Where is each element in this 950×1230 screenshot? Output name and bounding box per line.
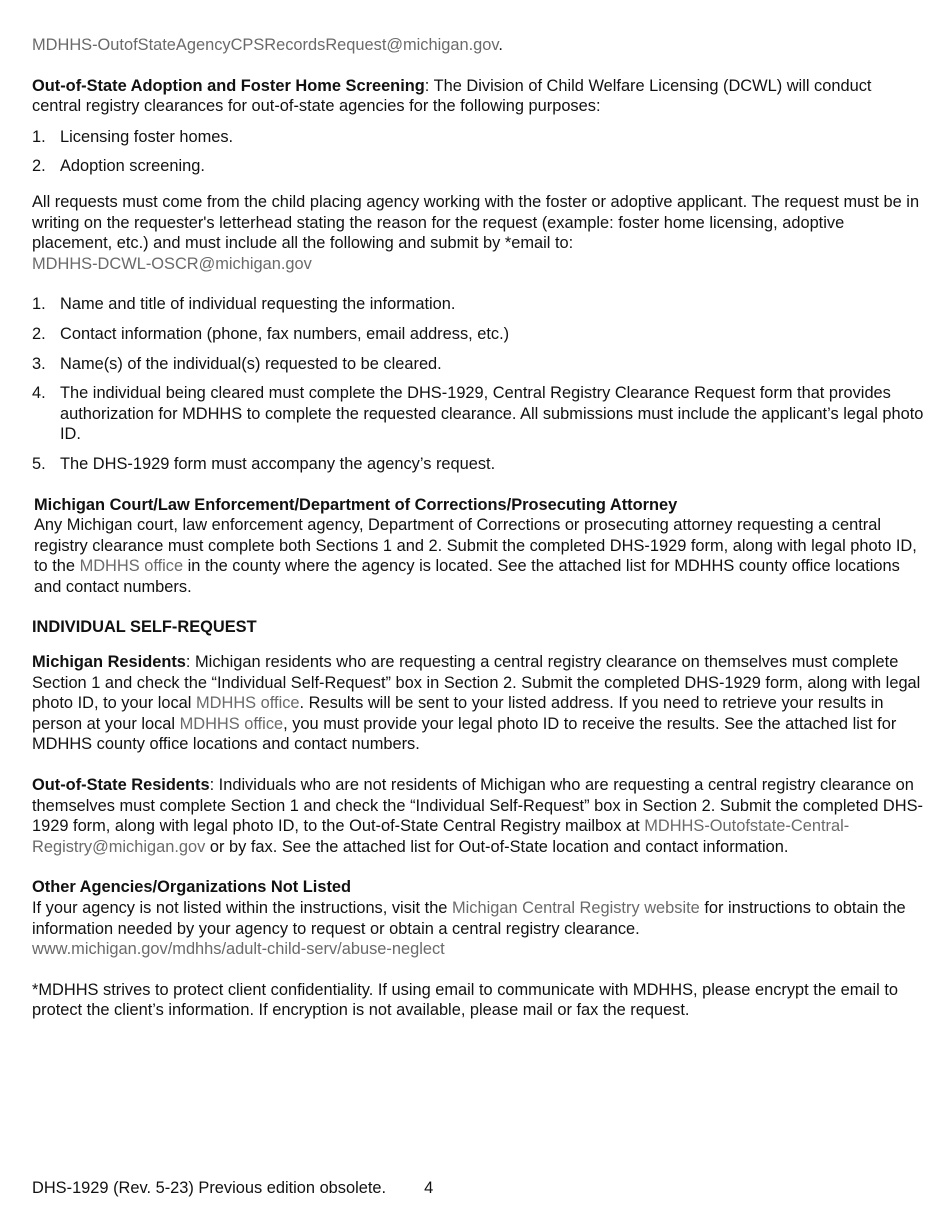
list-item [32,383,924,445]
list-number: 1. [32,127,46,146]
other-agencies-text-part: If your agency is not listed within the instructions, visit the [32,899,452,917]
michigan-residents-text: , you must provide your legal photo ID to receive the results. See the attached list for MDHHS county office locations and contact numbers. [32,714,897,754]
list-item [32,354,924,375]
other-agencies-text-part: for instructions to obtain the information needed by your agency to request or obtain a central registry clearance. [32,899,906,938]
list-number: 4. [32,384,46,403]
list-item-text: The DHS-1929 form must accompany the agency’s request. [60,454,496,473]
list-item-text: Name(s) of the individual(s) requested to be cleared. [60,354,442,373]
top-email-line [32,35,924,56]
list-item [32,127,924,148]
dcwl-oscr-email-link[interactable]: MDHHS-DCWL-OSCR@michigan.gov [32,254,312,273]
out-of-state-residents-text: or by fax. See the attached list for Out-of-State location and contact information. [205,837,789,856]
top-email-period: . [498,36,503,54]
court-section-heading: Michigan Court/Law Enforcement/Department of Corrections/Prosecuting Attorney [34,495,678,514]
list-item-text: The individual being cleared must complete the DHS-1929, Central Registry Clearance Request form that provides authorization for MDHHS to complete the requested clearance. All submissions must include the applicant’s legal photo ID. [60,384,924,444]
page-footer [32,1178,433,1198]
out-of-state-adoption-text: : The Division of Child Welfare Licensing (DCWL) will conduct central registry clearances for out-of-state agencies for the following purposes: [32,76,872,116]
confidentiality-note: *MDHHS strives to protect client confidentiality. If using email to communicate with MDHHS, please encrypt the email to protect the client’s information. If encryption is not available, please mail or fax the request. [32,980,899,1020]
list-item [32,294,924,315]
list-number: 2. [32,324,46,343]
out-of-state-adoption-heading: Out-of-State Adoption and Foster Home Screening [32,76,425,95]
court-section-text [34,515,924,597]
list-item-text: Name and title of individual requesting the information. [60,295,456,314]
list-number: 1. [32,295,46,314]
court-text-part: in the county where the agency is located. See the attached list for MDHHS county office locations and contact numbers. [34,557,900,596]
out-of-state-residents-heading: Out-of-State Residents [32,776,210,795]
court-section [32,495,924,598]
page-number: 4 [424,1179,434,1197]
michigan-residents-text: . Results will be sent to your listed address. If you need to retrieve your results in person at your local [32,694,884,733]
list-item-text: Adoption screening. [60,157,205,176]
purposes-list [32,127,924,177]
list-item [32,156,924,177]
list-number: 5. [32,454,46,473]
list-item [32,454,924,475]
court-text-part: Any Michigan court, law enforcement agency, Department of Corrections or prosecuting attorney requesting a central registry clearance must complete both Sections 1 and 2. Submit the completed DHS-1929 form, along with legal photo ID, to the [34,516,917,576]
requirements-intro-text: All requests must come from the child placing agency working with the foster or adoptive applicant. The request must be in writing on the requester's letterhead stating the reason for the request (example: foster home licensing, adoptive placement, etc.) and must include all the following and submit by *email to: [32,192,920,253]
other-agencies-text [32,898,924,960]
out-of-state-residents-paragraph [32,775,924,857]
michigan-residents-heading: Michigan Residents [32,653,186,672]
form-info: DHS-1929 (Rev. 5-23) Previous edition obsolete. [32,1179,387,1197]
mdhhs-office-link[interactable]: MDHHS office [79,557,184,576]
requirements-list [32,294,924,474]
cps-records-email-link[interactable]: MDHHS-OutofStateAgencyCPSRecordsRequest@michigan.gov [32,36,499,54]
mdhhs-office-link[interactable]: MDHHS office [196,694,300,713]
list-item-text: Contact information (phone, fax numbers, email address, etc.) [60,324,510,343]
document-page [32,35,924,1021]
other-agencies-section [32,877,924,959]
list-item [32,324,924,345]
other-agencies-heading: Other Agencies/Organizations Not Listed [32,878,352,897]
self-request-heading: INDIVIDUAL SELF-REQUEST [32,618,257,637]
requirements-intro [32,192,924,274]
michigan-residents-paragraph [32,652,924,755]
list-number: 3. [32,354,46,373]
abuse-neglect-url-link[interactable]: www.michigan.gov/mdhhs/adult-child-serv/abuse-neglect [32,940,445,959]
mdhhs-office-link[interactable]: MDHHS office [179,714,284,733]
out-of-state-registry-email-link[interactable]: MDHHS-Outofstate-Central-Registry@michigan.gov [32,817,850,856]
out-of-state-residents-text: : Individuals who are not residents of Michigan who are requesting a central registry clearance on themselves must complete Section 1 and check the “Individual Self-Request” box in Section 2. Submit the completed DHS-1929 form, along with legal photo ID, to the Out-of-State Central Registry mailbox at [32,776,924,836]
list-number: 2. [32,157,46,176]
list-item-text: Licensing foster homes. [60,127,234,146]
central-registry-website-link[interactable]: Michigan Central Registry website [451,899,700,917]
out-of-state-adoption-paragraph [32,76,924,117]
michigan-residents-text: : Michigan residents who are requesting a central registry clearance on themselves must complete Section 1 and check the “Individual Self-Request” box in Section 2. Submit the completed DHS-1929 form, along with legal photo ID, to your local [32,653,921,713]
